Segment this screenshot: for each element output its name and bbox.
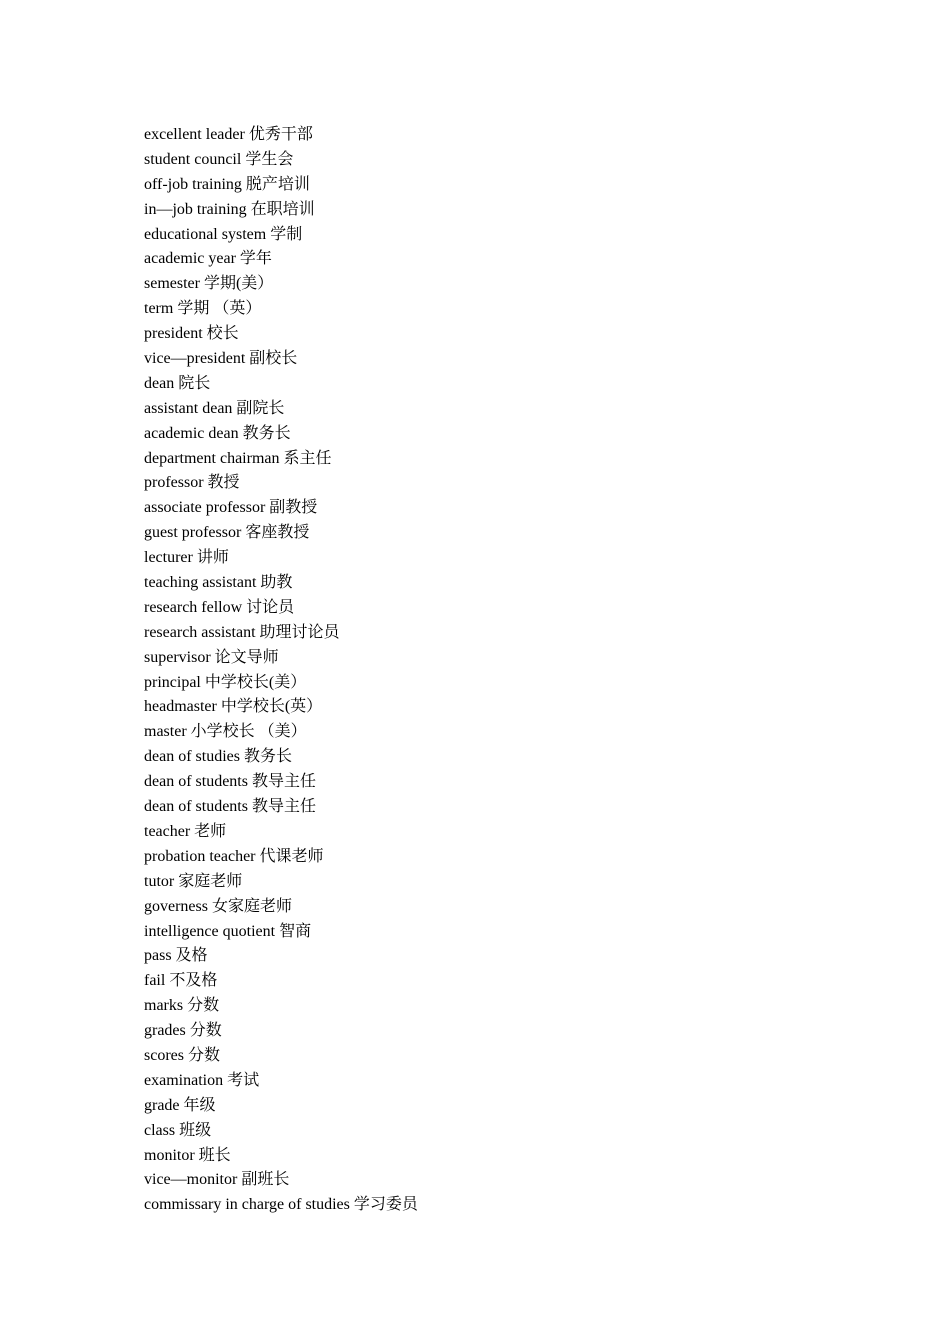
glossary-entry: dean of students 教导主任 <box>144 773 316 791</box>
glossary-entry: headmaster 中学校长(英） <box>144 698 323 716</box>
glossary-entry: educational system 学制 <box>144 225 303 243</box>
glossary-entry: excellent leader 优秀干部 <box>144 126 313 143</box>
glossary-entry: academic dean 教务长 <box>144 424 291 442</box>
glossary-entry: fail 不及格 <box>144 972 218 990</box>
glossary-entry: dean 院长 <box>144 374 211 392</box>
glossary-entry: teaching assistant 助教 <box>144 574 293 592</box>
glossary-entry: monitor 班长 <box>144 1146 231 1164</box>
glossary-entry: commissary in charge of studies 学习委员 <box>144 1196 418 1214</box>
glossary-entry: term 学期 （英） <box>144 300 262 318</box>
glossary-entry: academic year 学年 <box>144 250 272 268</box>
glossary-entry: scores 分数 <box>144 1046 220 1064</box>
glossary-entry: in—job training 在职培训 <box>144 200 315 218</box>
glossary-entry: principal 中学校长(美） <box>144 673 307 691</box>
glossary-entry: teacher 老师 <box>144 822 227 840</box>
glossary-entry: dean of studies 教务长 <box>144 748 292 766</box>
glossary-entry: supervisor 论文导师 <box>144 648 279 666</box>
glossary-entry: research assistant 助理讨论员 <box>144 623 340 641</box>
glossary-entry: probation teacher 代课老师 <box>144 847 324 865</box>
glossary-entry: grades 分数 <box>144 1022 222 1040</box>
glossary-entry: grade 年级 <box>144 1096 216 1114</box>
glossary-entry: class 班级 <box>144 1121 212 1139</box>
glossary-entry: assistant dean 副院长 <box>144 399 285 417</box>
glossary-entry: master 小学校长 （美） <box>144 723 307 741</box>
glossary-entry: research fellow 讨论员 <box>144 598 295 616</box>
glossary-entry: examination 考试 <box>144 1071 260 1089</box>
glossary-entry: professor 教授 <box>144 474 240 492</box>
glossary-entry: pass 及格 <box>144 947 208 965</box>
glossary-entry: vice—president 副校长 <box>144 350 298 368</box>
glossary-entry: dean of students 教导主任 <box>144 798 316 816</box>
glossary-entry: student council 学生会 <box>144 150 294 168</box>
glossary-entry: president 校长 <box>144 325 239 343</box>
glossary-entry: department chairman 系主任 <box>144 449 332 467</box>
glossary-entry: guest professor 客座教授 <box>144 524 310 542</box>
glossary-entry: marks 分数 <box>144 997 220 1015</box>
glossary-entry: vice—monitor 副班长 <box>144 1171 290 1189</box>
glossary-entry: associate professor 副教授 <box>144 499 318 517</box>
glossary-entry: intelligence quotient 智商 <box>144 922 312 940</box>
glossary-list <box>144 123 418 1218</box>
glossary-entry: semester 学期(美） <box>144 275 274 293</box>
glossary-entry: lecturer 讲师 <box>144 549 229 567</box>
glossary-entry: governess 女家庭老师 <box>144 897 292 915</box>
glossary-entry: tutor 家庭老师 <box>144 872 243 890</box>
glossary-entry: off-job training 脱产培训 <box>144 175 310 193</box>
